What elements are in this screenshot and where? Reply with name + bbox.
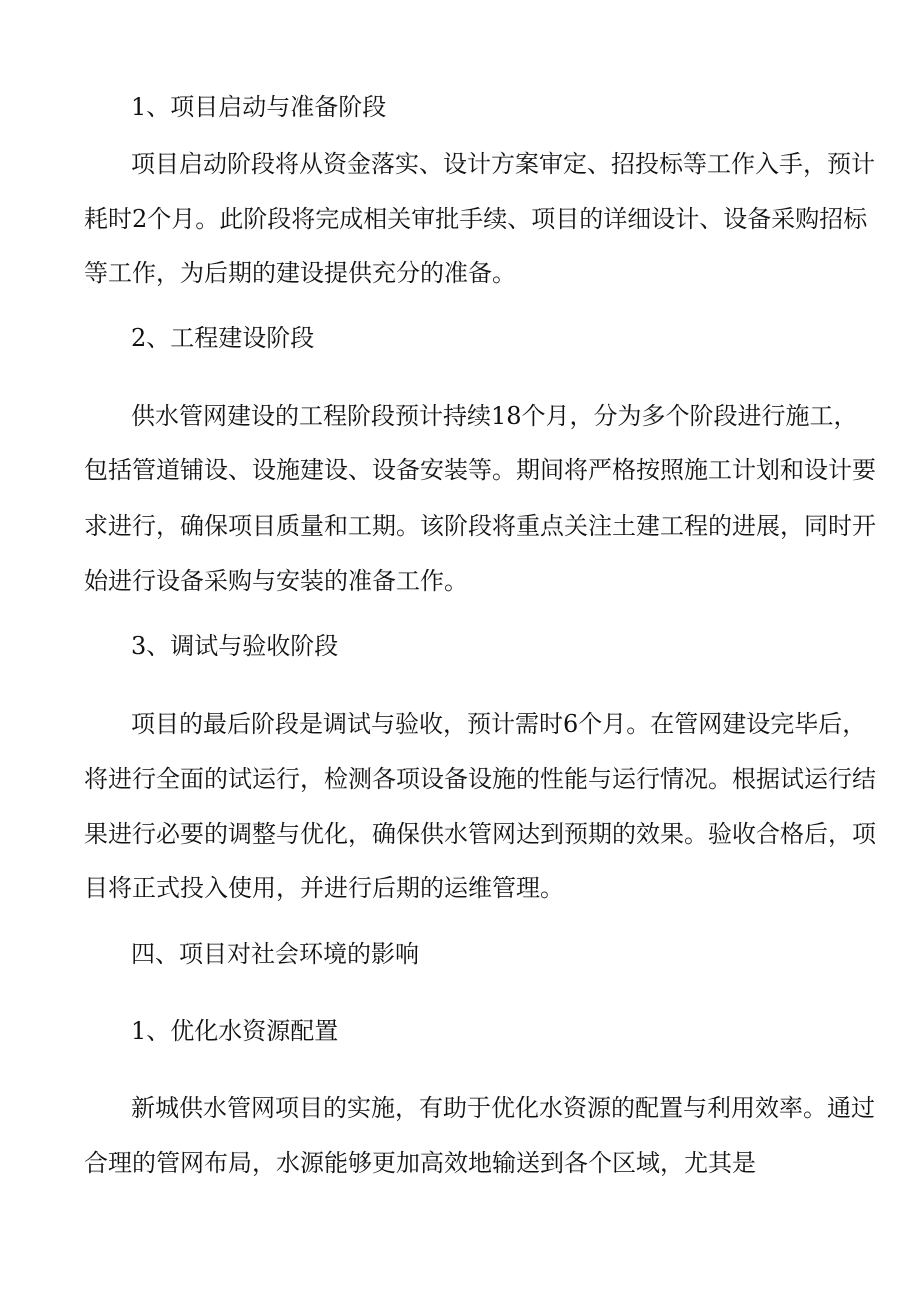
paragraph-line: 耗时2个月。此阶段将完成相关审批手续、项目的详细设计、设备采购招标: [84, 205, 868, 233]
section-heading-social-environment-impact: 四、项目对社会环境的影响: [131, 940, 419, 968]
heading-construction-phase: 2、工程建设阶段: [131, 324, 315, 352]
paragraph-line: 项目的最后阶段是调试与验收，预计需时6个月。在管网建设完毕后，: [131, 710, 867, 738]
paragraph-line: 项目启动阶段将从资金落实、设计方案审定、招投标等工作入手，预计: [131, 150, 875, 178]
paragraph-line: 将进行全面的试运行，检测各项设备设施的性能与运行情况。根据试运行结: [84, 765, 876, 793]
heading-testing-acceptance-phase: 3、调试与验收阶段: [131, 632, 339, 660]
paragraph-line: 新城供水管网项目的实施，有助于优化水资源的配置与利用效率。通过: [131, 1094, 875, 1122]
heading-project-start-phase: 1、项目启动与准备阶段: [131, 93, 387, 121]
paragraph-line: 供水管网建设的工程阶段预计持续18个月，分为多个阶段进行施工，: [131, 402, 858, 430]
paragraph-line: 目将正式投入使用，并进行后期的运维管理。: [84, 874, 564, 902]
paragraph-line: 等工作，为后期的建设提供充分的准备。: [84, 259, 516, 287]
paragraph-line: 求进行，确保项目质量和工期。该阶段将重点关注土建工程的进展，同时开: [84, 512, 876, 540]
heading-optimize-water-resources: 1、优化水资源配置: [131, 1017, 339, 1045]
paragraph-line: 包括管道铺设、设施建设、设备安装等。期间将严格按照施工计划和设计要: [84, 456, 876, 484]
paragraph-line: 合理的管网布局，水源能够更加高效地输送到各个区域，尤其是: [84, 1149, 756, 1177]
paragraph-line: 果进行必要的调整与优化，确保供水管网达到预期的效果。验收合格后，项: [84, 820, 876, 848]
paragraph-line: 始进行设备采购与安装的准备工作。: [84, 567, 468, 595]
